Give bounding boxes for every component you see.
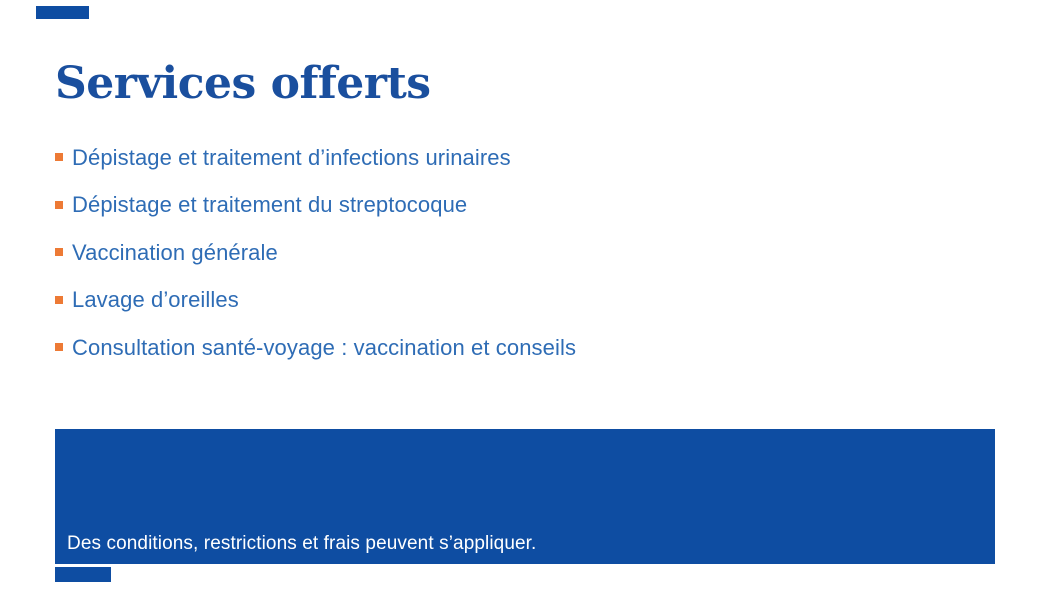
list-item	[55, 324, 576, 372]
page-title: Services offerts	[55, 58, 431, 109]
bottom-accent-bar	[55, 567, 111, 582]
list-item	[55, 182, 576, 230]
disclaimer-text: Des conditions, restrictions et frais peuvent s’appliquer.	[67, 533, 537, 555]
list-item-label: Lavage d’oreilles	[72, 287, 239, 313]
list-item-label: Consultation santé-voyage : vaccination et conseils	[72, 334, 577, 360]
bullet-square-icon	[55, 153, 63, 161]
disclaimer-banner	[55, 429, 995, 564]
bullet-square-icon	[55, 296, 63, 304]
list-item-label: Dépistage et traitement d’infections urinaires	[72, 144, 511, 170]
bullet-square-icon	[55, 201, 63, 209]
list-item	[55, 277, 576, 325]
list-item-label: Dépistage et traitement du streptocoque	[72, 192, 468, 218]
top-accent-bar	[36, 6, 89, 19]
list-item	[55, 229, 576, 277]
bullet-square-icon	[55, 248, 63, 256]
list-item	[55, 134, 576, 182]
services-list	[55, 134, 576, 372]
list-item-label: Vaccination générale	[72, 239, 278, 265]
bullet-square-icon	[55, 343, 63, 351]
